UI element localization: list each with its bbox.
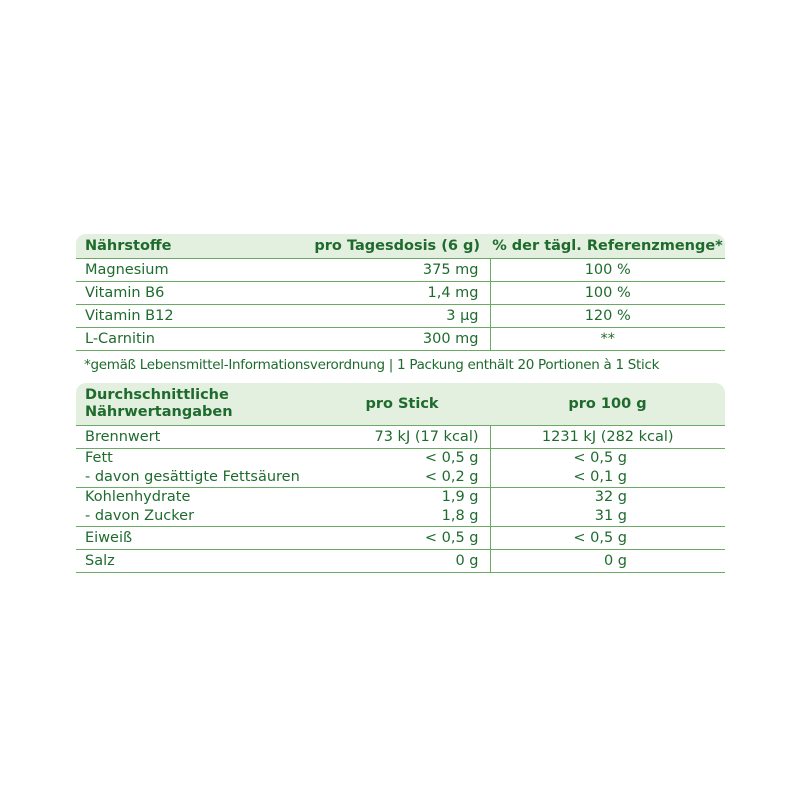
nutrient-dose: 375 mg [314,259,490,282]
table-row [76,305,725,328]
carbs-name: Kohlenhydrate [85,489,191,505]
fat-name: Fett [85,450,113,466]
carbs-label [76,488,314,527]
nutrient-reference: 120 % [490,305,725,328]
carbs-stick-value: 1,9 g [441,489,479,505]
table-row [76,527,725,550]
nutrient-dose: 300 mg [314,328,490,351]
salt-per-100g: 0 g [490,550,725,573]
header-reference-percent: % der tägl. Referenzmenge* [490,234,725,259]
nutrition-header-row [76,383,725,426]
saturated-fat-100g-value: < 0,1 g [573,469,627,485]
header-nutrients: Nährstoffe [76,234,314,259]
table-row [76,550,725,573]
header-daily-dose: pro Tagesdosis (6 g) [314,234,490,259]
energy-per-stick: 73 kJ (17 kcal) [314,426,490,449]
carbs-per-100g [490,488,725,527]
header-per-100g: pro 100 g [490,383,725,426]
nutrient-dose: 3 µg [314,305,490,328]
table-row [76,449,725,488]
energy-per-100g: 1231 kJ (282 kcal) [490,426,725,449]
nutrient-name: L-Carnitin [76,328,314,351]
carbs-100g-value: 32 g [594,489,627,505]
saturated-fat-name: - davon gesättigte Fettsäuren [85,469,300,485]
nutrients-header-row [76,234,725,259]
salt-label: Salz [76,550,314,573]
table-row [76,488,725,527]
header-average-values [76,383,314,426]
nutrient-name: Magnesium [76,259,314,282]
nutrient-reference: ** [490,328,725,351]
fat-label [76,449,314,488]
sugar-100g-value: 31 g [594,508,627,524]
table-row [76,426,725,449]
nutrients-table [76,234,725,351]
protein-label: Eiweiß [76,527,314,550]
header-line-1: Durchschnittliche [85,387,229,403]
table-row [76,259,725,282]
fat-per-stick [314,449,490,488]
fat-stick-value: < 0,5 g [424,450,479,466]
fat-100g-value: < 0,5 g [573,450,627,466]
nutrient-reference: 100 % [490,259,725,282]
nutrient-reference: 100 % [490,282,725,305]
table-row [76,328,725,351]
saturated-fat-stick-value: < 0,2 g [424,469,479,485]
nutrient-dose: 1,4 mg [314,282,490,305]
footnote: *gemäß Lebensmittel-Informationsverordnung | 1 Packung enthält 20 Portionen à 1 Stick [84,357,660,373]
energy-label: Brennwert [76,426,314,449]
protein-per-100g: < 0,5 g [490,527,725,550]
sugar-name: - davon Zucker [85,508,195,524]
table-row [76,282,725,305]
salt-per-stick: 0 g [314,550,490,573]
carbs-per-stick [314,488,490,527]
nutrient-name: Vitamin B12 [76,305,314,328]
nutrient-name: Vitamin B6 [76,282,314,305]
sugar-stick-value: 1,8 g [441,508,479,524]
nutrition-facts [76,234,725,573]
nutrition-values-table [76,383,725,573]
header-line-2: Nährwertangaben [85,404,233,420]
header-per-stick: pro Stick [314,383,490,426]
fat-per-100g [490,449,725,488]
protein-per-stick: < 0,5 g [314,527,490,550]
